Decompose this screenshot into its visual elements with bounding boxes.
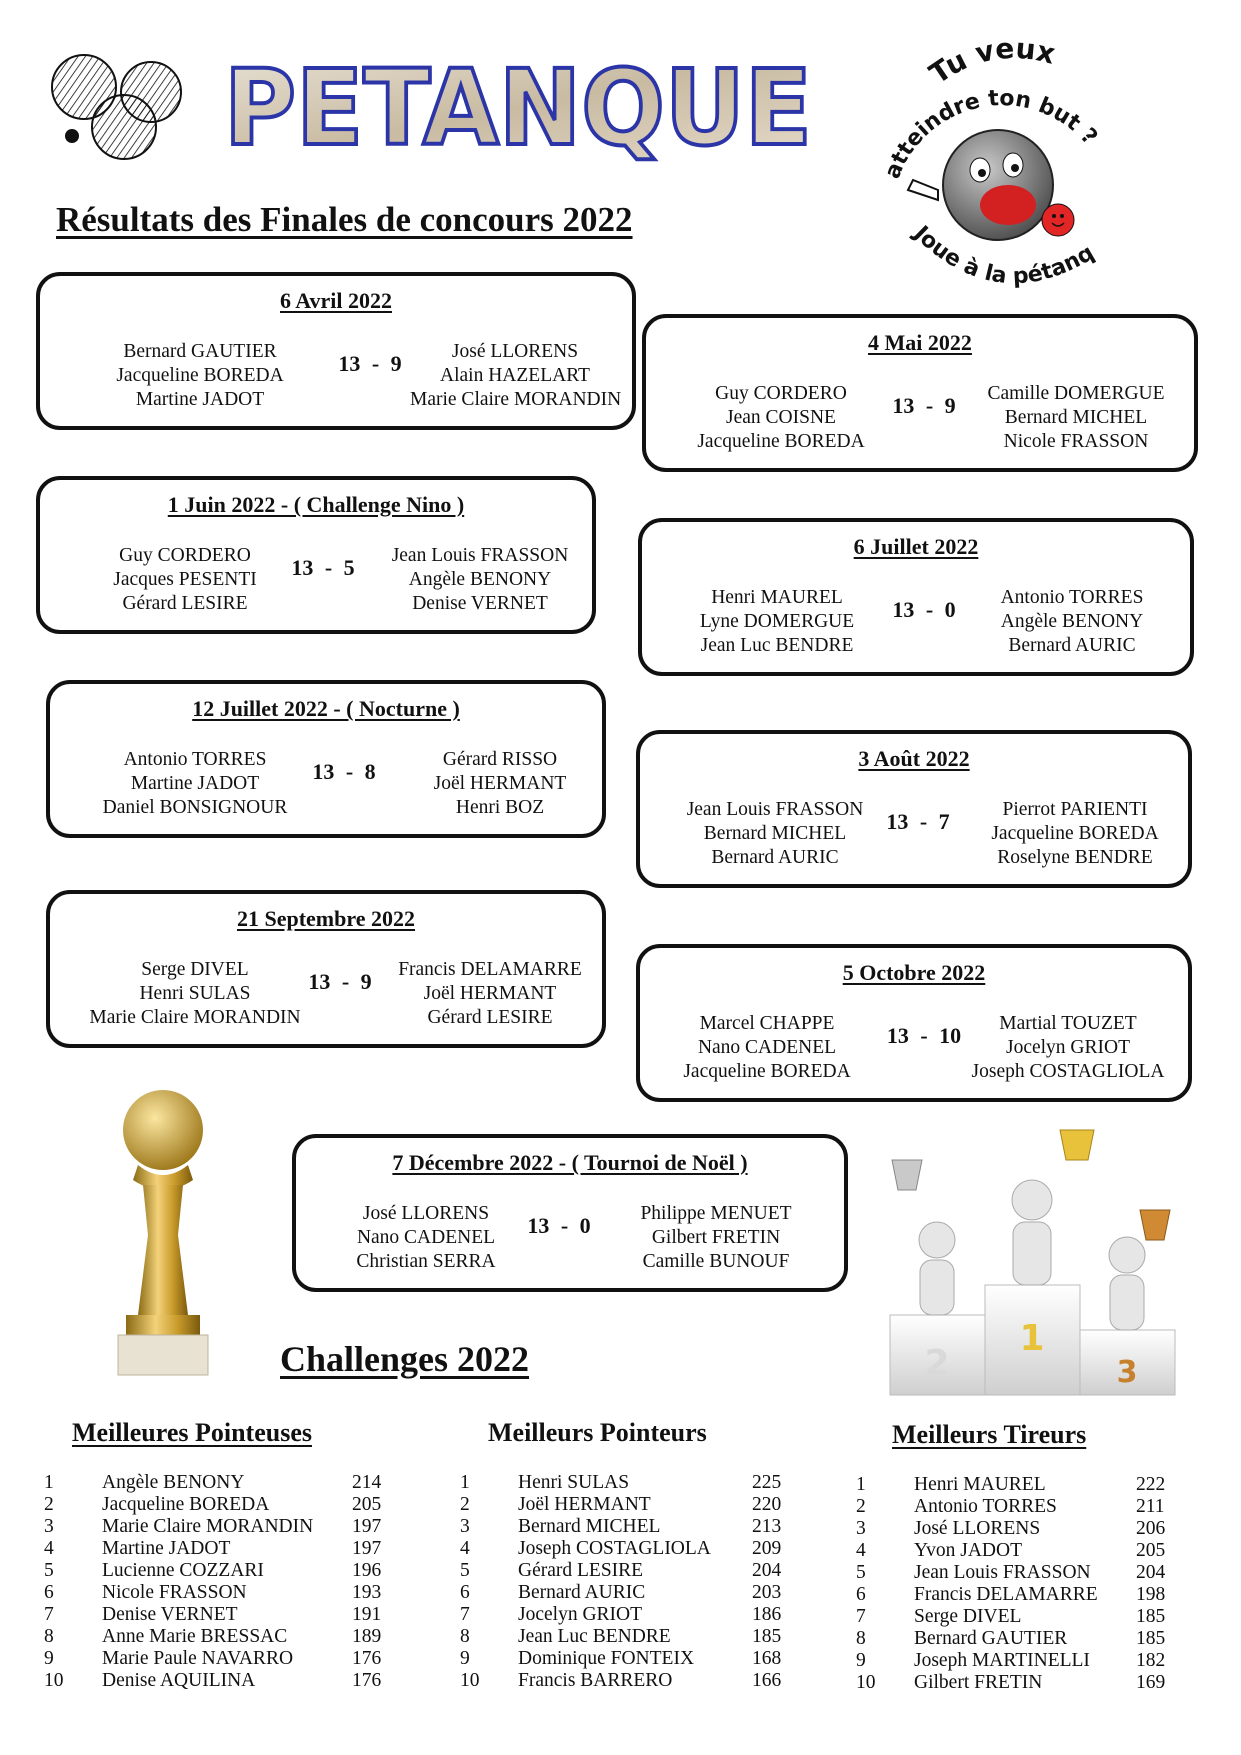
ranking-row [460,1560,795,1582]
result-card [292,1134,848,1292]
challenges-title: Challenges 2022 [280,1339,530,1379]
player-name: Denise VERNET [102,1604,238,1625]
rank-number: 10 [44,1670,64,1691]
player-name: Roselyne BENDRE [997,847,1153,868]
ranking-row [44,1494,394,1516]
team-right [975,798,1175,870]
result-score: 13 - 9 [892,393,956,418]
ranking-row [856,1628,1176,1650]
rank-number: 6 [460,1582,470,1603]
result-date: 5 Octobre 2022 [842,960,986,985]
result-card [46,680,606,838]
result-score: 13 - 8 [312,759,376,784]
ranking-row [460,1494,795,1516]
team-right [976,382,1176,454]
player-name: Gérard LESIRE [122,593,248,614]
rank-number: 10 [856,1672,876,1693]
player-points: 197 [352,1516,382,1537]
result-card [642,314,1198,472]
player-name: Lyne DOMERGUE [699,611,855,632]
team-right [958,1012,1178,1084]
player-name: Alain HAZELART [440,365,590,386]
player-points: 197 [352,1538,382,1559]
rank-number: 7 [44,1604,54,1625]
result-date: 6 Juillet 2022 [853,534,979,559]
ranking-row [856,1496,1176,1518]
result-card [36,272,636,430]
page-subtitle: Résultats des Finales de concours 2022 [56,200,633,239]
player-name: José LLORENS [362,1203,490,1224]
player-name: Guy CORDERO [715,383,847,404]
result-score: 13 - 7 [886,809,950,834]
player-name: Bernard MICHEL [703,823,847,844]
player-name: Serge DIVEL [914,1606,1022,1627]
player-name: Christian SERRA [356,1251,496,1272]
player-name: Angèle BENONY [102,1472,245,1493]
player-name: Lucienne COZZARI [102,1560,264,1581]
player-points: 198 [1136,1584,1166,1605]
rank-number: 6 [44,1582,54,1603]
team-right [380,544,580,616]
player-name: Jacqueline BOREDA [991,823,1159,844]
player-name: Nicole FRASSON [1003,431,1149,452]
ranking-row [44,1626,394,1648]
ranking-row [44,1670,394,1692]
player-name: Francis DELAMARRE [398,959,582,980]
ranking-row [44,1516,394,1538]
player-name: Joël HERMANT [433,773,567,794]
team-right [390,958,590,1030]
ranking-row [460,1604,795,1626]
rank-number: 8 [44,1626,54,1647]
rank-number: 1 [460,1472,470,1493]
result-score: 13 - 0 [892,597,956,622]
player-name: Joseph COSTAGLIOLA [971,1061,1165,1082]
player-name: Jean Luc BENDRE [700,635,854,656]
player-name: Pierrot PARIENTI [1002,799,1148,820]
rank-number: 2 [460,1494,470,1515]
player-name: Joël HERMANT [423,983,557,1004]
ranking-row [44,1582,394,1604]
result-card [36,476,596,634]
player-points: 168 [752,1648,782,1669]
team-left [90,748,300,820]
player-points: 185 [1136,1628,1166,1649]
player-name: Gérard LESIRE [518,1560,644,1581]
player-points: 185 [1136,1606,1166,1627]
player-name: Anne Marie BRESSAC [102,1626,288,1647]
player-name: Gérard LESIRE [427,1007,553,1028]
player-name: Yvon JADOT [914,1540,1023,1561]
player-points: 213 [752,1516,782,1537]
player-points: 166 [752,1670,782,1691]
rank-number: 7 [460,1604,470,1625]
player-name: Marie Claire MORANDIN [102,1516,314,1537]
rank-number: 1 [856,1474,866,1495]
rank-number: 9 [856,1650,866,1671]
rank-number: 2 [856,1496,866,1517]
rank-number: 5 [460,1560,470,1581]
result-date: 7 Décembre 2022 - ( Tournoi de Noël ) [392,1150,748,1175]
ranking-row [460,1472,795,1494]
player-name: Jacqueline BOREDA [697,431,865,452]
rank-number: 4 [44,1538,54,1559]
player-points: 191 [352,1604,382,1625]
result-date: 12 Juillet 2022 - ( Nocturne ) [192,696,460,721]
player-name: Denise VERNET [412,593,548,614]
player-name: Henri MAUREL [711,587,843,608]
player-points: 205 [1136,1540,1166,1561]
result-score: 13 - 9 [308,969,372,994]
player-points: 222 [1136,1474,1166,1495]
player-name: Bernard GAUTIER [123,341,277,362]
player-name: Henri SULAS [518,1472,630,1493]
player-points: 176 [352,1648,382,1669]
ranking-row [460,1648,795,1670]
rank-number: 8 [856,1628,866,1649]
podium-figures-icon [880,1120,1200,1410]
player-name: Joseph COSTAGLIOLA [518,1538,711,1559]
rank-number: 5 [44,1560,54,1581]
result-date: 6 Avril 2022 [279,288,393,313]
player-points: 220 [752,1494,782,1515]
rank-number: 4 [856,1540,866,1561]
result-card [46,890,606,1048]
player-points: 214 [352,1472,382,1493]
player-name: Marcel CHAPPE [699,1013,835,1034]
player-name: Jean COISNE [726,407,836,428]
list-title-pointeuses: Meilleures Pointeuses [72,1418,312,1447]
player-points: 169 [1136,1672,1166,1693]
petanque-title [218,44,818,184]
player-points: 204 [752,1560,782,1581]
player-points: 225 [752,1472,782,1493]
player-name: Joseph MARTINELLI [914,1650,1090,1671]
player-name: Antonio TORRES [1000,587,1144,608]
rank-number: 7 [856,1606,866,1627]
rank-number: 9 [460,1648,470,1669]
ranking-row [460,1516,795,1538]
player-name: Martine JADOT [130,773,260,794]
petanque-balls-icon [44,52,184,162]
ranking-row [44,1538,394,1560]
player-points: 189 [352,1626,382,1647]
player-points: 176 [352,1670,382,1691]
gold-trophy-icon [108,1085,218,1385]
player-points: 186 [752,1604,782,1625]
rank-number: 10 [460,1670,480,1691]
player-name: Antonio TORRES [123,749,267,770]
player-name: Jacqueline BOREDA [116,365,284,386]
player-name: Antonio TORRES [914,1496,1057,1517]
slogan-badge [868,30,1148,310]
team-right [410,748,590,820]
player-name: Henri BOZ [455,797,545,818]
player-name: Jacqueline BOREDA [102,1494,270,1515]
player-name: Francis DELAMARRE [914,1584,1098,1605]
player-points: 203 [752,1582,782,1603]
ranking-row [44,1604,394,1626]
player-name: Joël HERMANT [518,1494,651,1515]
player-points: 211 [1136,1496,1165,1517]
rank-number: 2 [44,1494,54,1515]
player-points: 204 [1136,1562,1166,1583]
player-name: Marie Claire MORANDIN [410,389,622,410]
player-name: Guy CORDERO [119,545,251,566]
rank-number: 3 [856,1518,866,1539]
ranking-row [44,1560,394,1582]
player-name: Jean Louis FRASSON [391,545,569,566]
team-left [670,798,880,870]
team-left [331,1202,521,1274]
player-name: Martine JADOT [135,389,265,410]
player-name: Jocelyn GRIOT [1005,1037,1131,1058]
team-right [410,340,620,412]
result-date: 4 Mai 2022 [868,330,972,355]
player-name: Martine JADOT [102,1538,231,1559]
svg-text:atteindre ton but ?: atteindre ton but ? [880,85,1102,183]
result-card [636,944,1192,1102]
player-name: Angèle BENONY [1000,611,1144,632]
player-name: Camille DOMERGUE [987,383,1165,404]
ranking-row [44,1648,394,1670]
ranking-row [856,1672,1176,1694]
team-left [686,382,876,454]
rank-number: 8 [460,1626,470,1647]
team-left [677,586,877,658]
player-name: Gilbert FRETIN [651,1227,781,1248]
rank-number: 1 [44,1472,54,1493]
player-name: Bernard AURIC [1008,635,1136,656]
player-name: Angèle BENONY [408,569,552,590]
player-points: 205 [352,1494,382,1515]
player-name: Bernard AURIC [711,847,839,868]
player-name: Marie Paule NAVARRO [102,1648,294,1669]
player-name: Bernard MICHEL [1004,407,1148,428]
result-card [638,518,1194,676]
player-points: 182 [1136,1650,1166,1671]
ranking-row [856,1606,1176,1628]
svg-text:Tu veux: Tu veux [923,31,1059,91]
player-name: Daniel BONSIGNOUR [102,797,288,818]
ranking-row [460,1538,795,1560]
player-name: Jean Louis FRASSON [686,799,864,820]
ranking-row [460,1626,795,1648]
ranking-list [460,1472,795,1692]
result-date: 1 Juin 2022 - ( Challenge Nino ) [167,492,465,517]
svg-text:2: 2 [924,1343,950,1384]
rank-number: 5 [856,1562,866,1583]
ranking-list [856,1474,1176,1694]
result-score: 13 - 5 [291,555,355,580]
team-right [972,586,1172,658]
player-name: Jean Louis FRASSON [914,1562,1091,1583]
player-name: Jocelyn GRIOT [518,1604,643,1625]
result-score: 13 - 10 [886,1023,962,1048]
player-points: 196 [352,1560,382,1581]
player-points: 209 [752,1538,782,1559]
ranking-row [856,1650,1176,1672]
ranking-row [44,1472,394,1494]
ranking-row [460,1670,795,1692]
player-name: Bernard MICHEL [518,1516,661,1537]
ranking-row [460,1582,795,1604]
player-name: Denise AQUILINA [102,1670,256,1691]
player-points: 193 [352,1582,382,1603]
result-date: 21 Septembre 2022 [236,906,416,931]
player-name: Henri SULAS [139,983,251,1004]
player-name: Martial TOUZET [999,1013,1137,1034]
svg-text:1: 1 [1019,1318,1045,1359]
svg-text:Joue à la pétanque: Joue à la pétanq [908,221,1099,290]
team-left [100,340,300,412]
ranking-row [856,1562,1176,1584]
player-name: Gilbert FRETIN [914,1672,1043,1693]
list-title-pointeurs: Meilleurs Pointeurs [488,1418,707,1447]
player-name: Serge DIVEL [141,959,249,980]
result-date: 3 Août 2022 [858,746,970,771]
svg-text:3: 3 [1116,1355,1138,1390]
result-score: 13 - 9 [338,351,402,376]
player-name: Nicole FRASSON [102,1582,247,1603]
list-title-tireurs: Meilleurs Tireurs [892,1420,1087,1449]
result-card [636,730,1192,888]
player-name: Philippe MENUET [640,1203,792,1224]
player-points: 185 [752,1626,782,1647]
player-name: Nano CADENEL [697,1037,837,1058]
ranking-list [44,1472,394,1692]
player-name: José LLORENS [451,341,579,362]
player-name: Bernard AURIC [518,1582,646,1603]
player-name: Gérard RISSO [442,749,558,770]
rank-number: 6 [856,1584,866,1605]
team-right [616,1202,816,1274]
player-name: Jacques PESENTI [113,569,257,590]
rank-number: 3 [44,1516,54,1537]
player-name: Camille BUNOUF [642,1251,790,1272]
player-name: Marie Claire MORANDIN [89,1007,301,1028]
svg-text:PETANQUE: PETANQUE [224,47,812,169]
ranking-row [856,1518,1176,1540]
result-score: 13 - 0 [527,1213,591,1238]
ranking-row [856,1540,1176,1562]
rank-number: 4 [460,1538,470,1559]
ranking-row [856,1584,1176,1606]
player-name: Bernard GAUTIER [914,1628,1068,1649]
player-name: Jean Luc BENDRE [518,1626,671,1647]
player-points: 206 [1136,1518,1166,1539]
ranking-row [856,1474,1176,1496]
player-name: Francis BARRERO [518,1670,673,1691]
team-left [80,958,310,1030]
player-name: Dominique FONTEIX [518,1648,695,1669]
rank-number: 9 [44,1648,54,1669]
rank-number: 3 [460,1516,470,1537]
player-name: Jacqueline BOREDA [683,1061,851,1082]
player-name: Henri MAUREL [914,1474,1046,1495]
player-name: José LLORENS [914,1518,1041,1539]
team-left [90,544,280,616]
team-left [662,1012,872,1084]
player-name: Nano CADENEL [356,1227,496,1248]
